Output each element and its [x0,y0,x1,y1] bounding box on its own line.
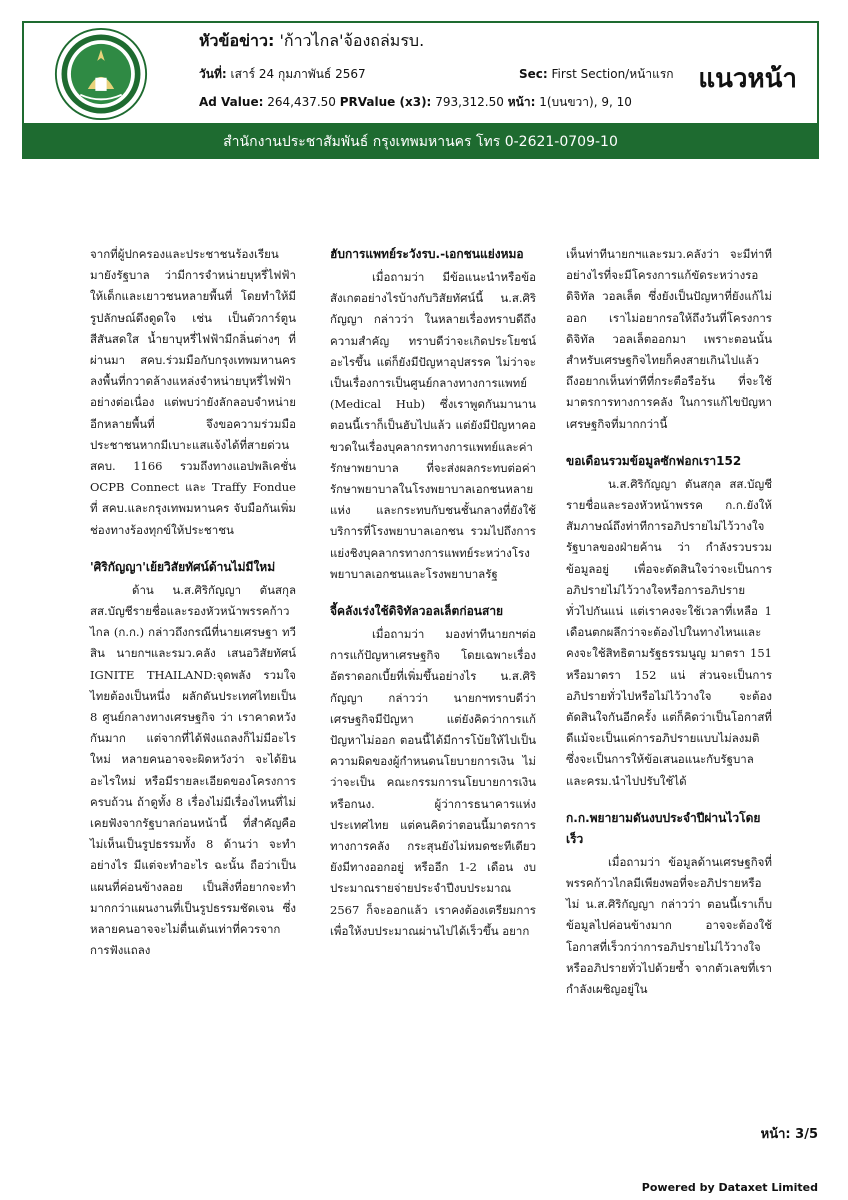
article-subheading: ฮับการแพทย์ระวังรบ.-เอกชนแย่งหมอ [330,247,524,261]
section-row [519,67,674,82]
page-indicator [761,1123,818,1144]
headline-label: หัวข้อข่าว: [199,31,275,50]
article-subheading: จี้คลังเร่งใช้ดิจิทัลวอลเล็ตก่อนสาย [330,604,504,619]
page-label: หน้า: [507,95,536,109]
headline: 'ก้าวไกล'จ้องถล่มรบ. [279,31,425,50]
page-indicator-label: หน้า: [760,1127,791,1142]
article-column-2 [330,244,536,942]
article-paragraph: เมื่อถามว่า มองท่าทีนายกฯต่อการแก้ปัญหาเศรษฐกิจ โดยเฉพาะเรื่องอัตราดอกเบี้ยที่เพิ่มขึ้นอย่างไร น.ส.ศิริกัญญา กล่าวว่า นายกฯทราบดีว่าเศรษฐกิจมีปัญหา แต่ยังคิดว่าการแก้ปัญหาไม่ออก ตอนนี้ได้มีการโบ้ยให้ไปเป็นความผิดของผู้กำหนดนโยบายการเงิน ไม่ว่าจะเป็น คณะกรรมการนโยบายการเงิน หรือกนง. ผู้ว่าการธนาคารแห่งประเทศไทย แต่คนคิดว่าตอนนี้มาตรการทางการคลัง กระสุนยังไม่หมดชะทีเดียว ยังมีทางออกอยู่ หรืออีก 1-2 เดือน งบประมาณรายจ่ายประจำปีงบประมาณ 2567 ก็จะออกแล้ว เราคงต้องเตรียมการเพื่อให้งบประมาณผ่านไปได้เร็วขึ้น อยาก [330,627,536,938]
article-paragraph: เห็นท่าทีนายกฯและรมว.คลังว่า จะมีท่าทีอย่างไรที่จะมีโครงการแก้ขัดระหว่างรอดิจิทัล วอลเล็ต ซึ่งยังเป็นปัญหาที่ยังแก้ไม่ออก เราไม่อยากรอให้ถึงวันที่โครงการดิจิทัล วอลเล็ตออกมา เพราะตอนนั้น สำหรับเศรษฐกิจไทยก็คงสายเกินไปแล้ว ถึงอยากเห็นท่าทีที่กระตือรือร้น ที่จะใช้มาตรการทางการคลัง ในการแก้ไขปัญหาเศรษฐกิจที่มากกว่านี้ [566,247,772,431]
article-subheading: 'ศิริกัญญา'เย้ยวิสัยทัศน์ด้านไม่มีใหม่ [90,559,276,574]
article-column-1 [90,244,296,962]
pr-value-label: PRValue (x3): [339,95,432,109]
article-column-3 [566,244,772,1000]
article-paragraph: เมื่อถามว่า มีข้อแนะนำหรือข้อสังเกตอย่างไรบ้างกับวิสัยทัศน์นี้ น.ส.ศิริกัญญา กล่าวว่า ในหลายเรื่องทราบดีถึงความสำคัญ ทราบดีว่าจะเกิดประโยชน์อะไรขึ้น แต่ก็ยังมีปัญหาอุปสรรค ไม่ว่าจะเป็นเรื่องการเป็นศูนย์กลางทางการแพทย์ (Medical Hub) ซึ่งเราพูดกันมานาน ตอนนี้เราก็เป็นฮับไปแล้ว แต่ยังมีปัญหาคอขวดในเรื่องบุคลากรทางการแพทย์และค่ารักษาพยาบาล ที่จะส่งผลกระทบต่อค่ารักษาพยาบาลในโรงพยาบาลเอกชนหลายแห่ง และกระทบกับชนชั้นกลางที่ยังใช้บริการที่โรงพยาบาลเอกชน รวมไปถึงการแย่งชิงบุคลากรทางการแพทย์ระหว่างโรงพยาบาลเอกชนและโรงพยาบาลรัฐ [330,270,536,581]
article-paragraph: ด้าน น.ส.ศิริกัญญา ตันสกุล สส.บัญชีรายชื่อและรองหัวหน้าพรรคก้าวไกล (ก.ก.) กล่าวถึงกรณีที่นายเศรษฐา ทวีสิน นายกฯและรมว.คลัง เสนอวิสัยทัศน์ IGNITE THAILAND:จุดพลัง รวมใจ ไทยต้องเป็นหนึ่ง ผลักดันประเทศไทยเป็น 8 ศูนย์กลางทางเศรษฐกิจ ว่า เราคาดหวังกันมาก แต่จากที่ได้ฟังแถลงก็ไม่มีอะไรใหม่ หลายคนอาจจะผิดหวังว่า จะได้ยินอะไรใหม่ หรือมีรายละเอียดของโครงการครบถ้วน ถ้าดูทั้ง 8 เรื่องไม่มีเรื่องไหนที่ไม่เคยฟังจากรัฐบาลก่อนหน้านี้ ที่สำคัญคือ ไม่เห็นเป็นรูปธรรมทั้ง 8 ด้านว่า จะทำอย่างไร มีแต่จะทำอะไร ฉะนั้น ถือว่าเป็นแผนที่ค่อนข้างลอย เป็นสิ่งที่อยากจะทำมากกว่าแผนงานที่เป็นรูปธรรมชัดเจน ซึ่งหลายคนอาจจะไม่ตื่นเต้นเท่าที่ควรจากการฟังแถลง [90,582,296,958]
date: เสาร์ 24 กุมภาพันธ์ 2567 [230,67,366,81]
pr-value: 793,312.50 [435,95,504,109]
article-paragraph: น.ส.ศิริกัญญา ตันสกุล สส.บัญชีรายชื่อและรองหัวหน้าพรรค ก.ก.ยังให้สัมภาษณ์ถึงท่าทีการอภิปรายไม่ไว้วางใจรัฐบาลของฝ่ายค้าน ว่า กำลังรวบรวมข้อมูลอยู่ เพื่อจะตัดสินใจว่าจะเป็นการอภิปรายไม่ไว้วางใจหรือการอภิปรายทั่วไปกันแน่ แต่เราคงจะใช้เวลาที่เหลือ 1 เดือนตกผลึกว่าจะต้องไปในทางไหนและคงจะใช้สิทธิตามรัฐธรรมนูญ มาตรา 151 หรือมาตรา 152 แน่ ส่วนจะเป็นการอภิปรายทั่วไปหรือไม่ไว้วางใจ จะต้องตัดสินใจกันอีกครั้ง แต่ก็คิดว่าเป็นโอกาสที่ดีแม้จะเป็นแค่การอภิปรายแบบไม่ลงมติ ซึ่งจะเป็นการให้ข้อเสนอแนะกับรัฐบาลและครม.นำไปปรับใช้ได้ [566,476,772,788]
page-indicator-value: 3/5 [795,1127,818,1142]
headline-row [199,33,424,48]
article-paragraph: เมื่อถามว่า ข้อมูลด้านเศรษฐกิจที่พรรคก้าวไกลมีเพียงพอที่จะอภิปรายหรือไม่ น.ส.ศิริกัญญา กล่าวว่า ตอนนี้เราเก็บข้อมูลไปค่อนข้างมาก อาจจะต้องใช้โอกาสที่เร็วกว่าการอภิปรายไม่ไว้วางใจ หรืออภิปรายทั่วไปด้วยซ้ำ จากตัวเลขที่เรากำลังเผชิญอยู่ใน [566,854,772,997]
date-label: วันที่: [199,67,227,81]
agency-banner: สำนักงานประชาสัมพันธ์ กรุงเทพมหานคร โทร 0-2621-0709-10 [22,125,819,159]
position-tag: แนวหน้า [698,64,797,94]
section: First Section/หน้าแรก [551,67,674,81]
news-clip-header [22,21,819,125]
value-row [199,95,632,110]
article-subheading: ขอเดือนรวมข้อมูลซักฟอกเรา152 [566,453,742,468]
section-label: Sec: [519,67,548,81]
ad-value-label: Ad Value: [199,95,264,109]
date-row [199,67,366,82]
ad-value: 264,437.50 [267,95,336,109]
bangkok-seal-logo [54,27,148,121]
article-paragraph: จากที่ผู้ปกครองและประชาชนร้องเรียนมายังรัฐบาล ว่ามีการจำหน่ายบุหรี่ไฟฟ้าให้เด็กและเยาวชนหลายพื้นที่ โดยทำให้มีรูปลักษณ์ดึงดูดใจ เช่น เป็นตัวการ์ตูน สีสันสดใส น้ำยาบุหรี่ไฟฟ้ามีกลิ่นต่างๆ ที่ผ่านมา สคบ.ร่วมมือกับกรุงเทพมหานคร ลงพื้นที่กวาดล้างแหล่งจำหน่ายบุหรี่ไฟฟ้าอย่างต่อเนื่อง แต่พบว่ายังลักลอบจำหน่ายอีกหลายพื้นที่ จึงขอความร่วมมือประชาชนหากมีเบาะแสแจ้งได้ที่สายด่วน สคบ. 1166 รวมถึงทางแอปพลิเคชั่น OCPB Connect และ Traffy Fondue ที่ สคบ.และกรุงเทพมหานคร จับมือกันเพิ่มช่องทางร้องทุกข์ให้ประชาชน [90,247,296,537]
article-subheading: ก.ก.พยายามดันงบประจำปีผ่านไวโดยเร็ว [566,810,761,846]
page-numbers: 1(บนขวา), 9, 10 [539,95,632,109]
powered-by: Powered by Dataxet Limited [641,1181,818,1194]
